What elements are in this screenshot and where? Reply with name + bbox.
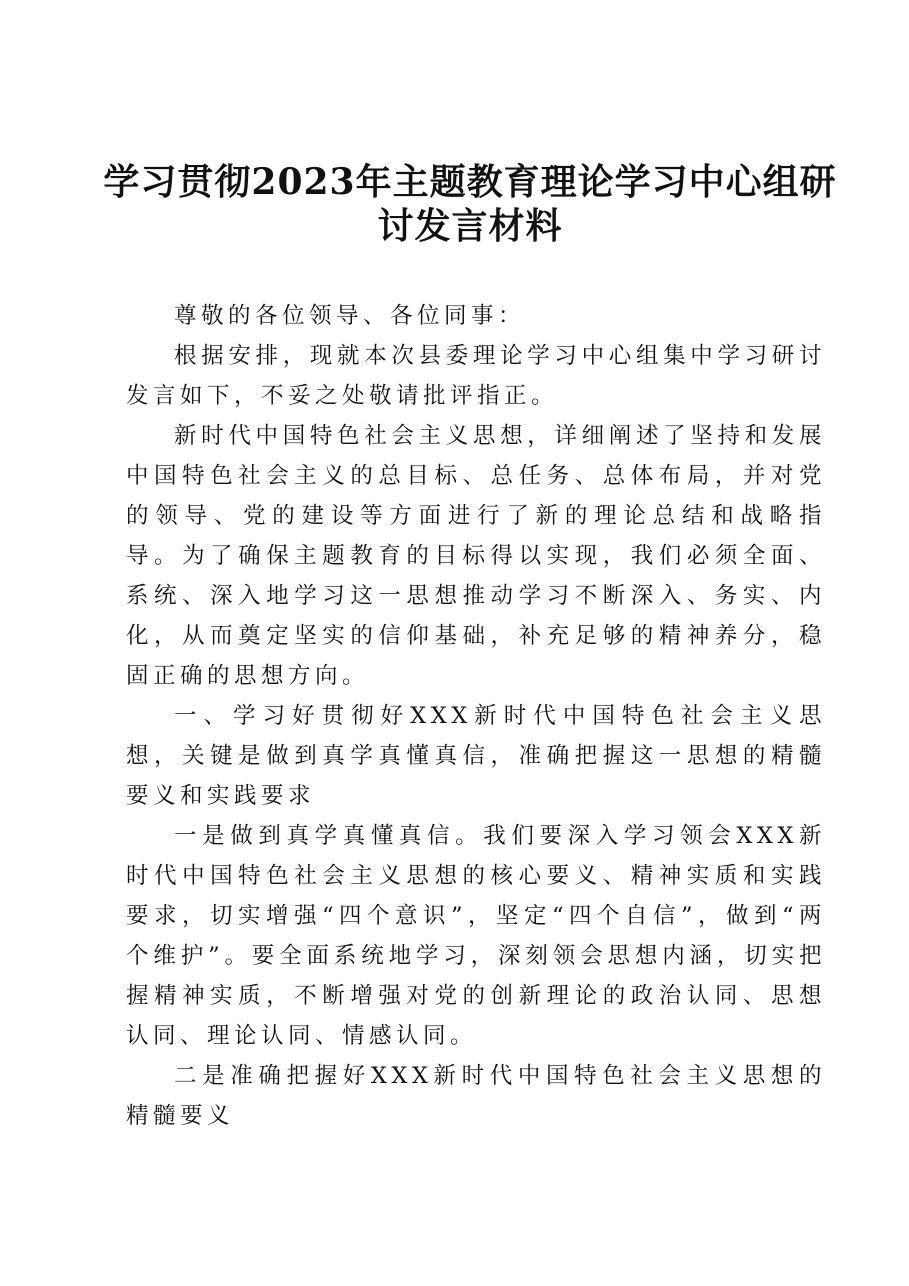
paragraph-point-1: 一是做到真学真懂真信。我们要深入学习领会XXX新时代中国特色社会主义思想的核心要义、精神实质和实践要求，切实增强“四个意识”，坚定“四个自信”，做到“两个维护”。要全面系统地学习，深刻领会思想内涵，切实把握精神实质，不断增强对党的创新理论的政治认同、思想认同、理论认同、情感认同。 xyxy=(126,823,826,1049)
paragraph-intro: 根据安排，现就本次县委理论学习中心组集中学习研讨发言如下，不妥之处敬请批评指正。 xyxy=(126,343,826,409)
salutation: 尊敬的各位领导、各位同事： xyxy=(174,303,526,329)
paragraph-point-2: 二是准确把握好XXX新时代中国特色社会主义思想的精髓要义 xyxy=(126,1063,826,1129)
section-heading-1: 一、学习好贯彻好XXX新时代中国特色社会主义思想，关键是做到真学真懂真信，准确把握这一思想的精髓要义和实践要求 xyxy=(126,703,826,809)
paragraph-overview: 新时代中国特色社会主义思想，详细阐述了坚持和发展中国特色社会主义的总目标、总任务、总体布局，并对党的领导、党的建设等方面进行了新的理论总结和战略指导。为了确保主题教育的目标得以实现，我们必须全面、系统、深入地学习这一思想推动学习不断深入、务实、内化，从而奠定坚实的信仰基础，补充足够的精神养分，稳固正确的思想方向。 xyxy=(126,423,826,689)
document-body xyxy=(126,296,826,1136)
document-title: 学习贯彻2023年主题教育理论学习中心组研讨发言材料 xyxy=(103,161,837,247)
